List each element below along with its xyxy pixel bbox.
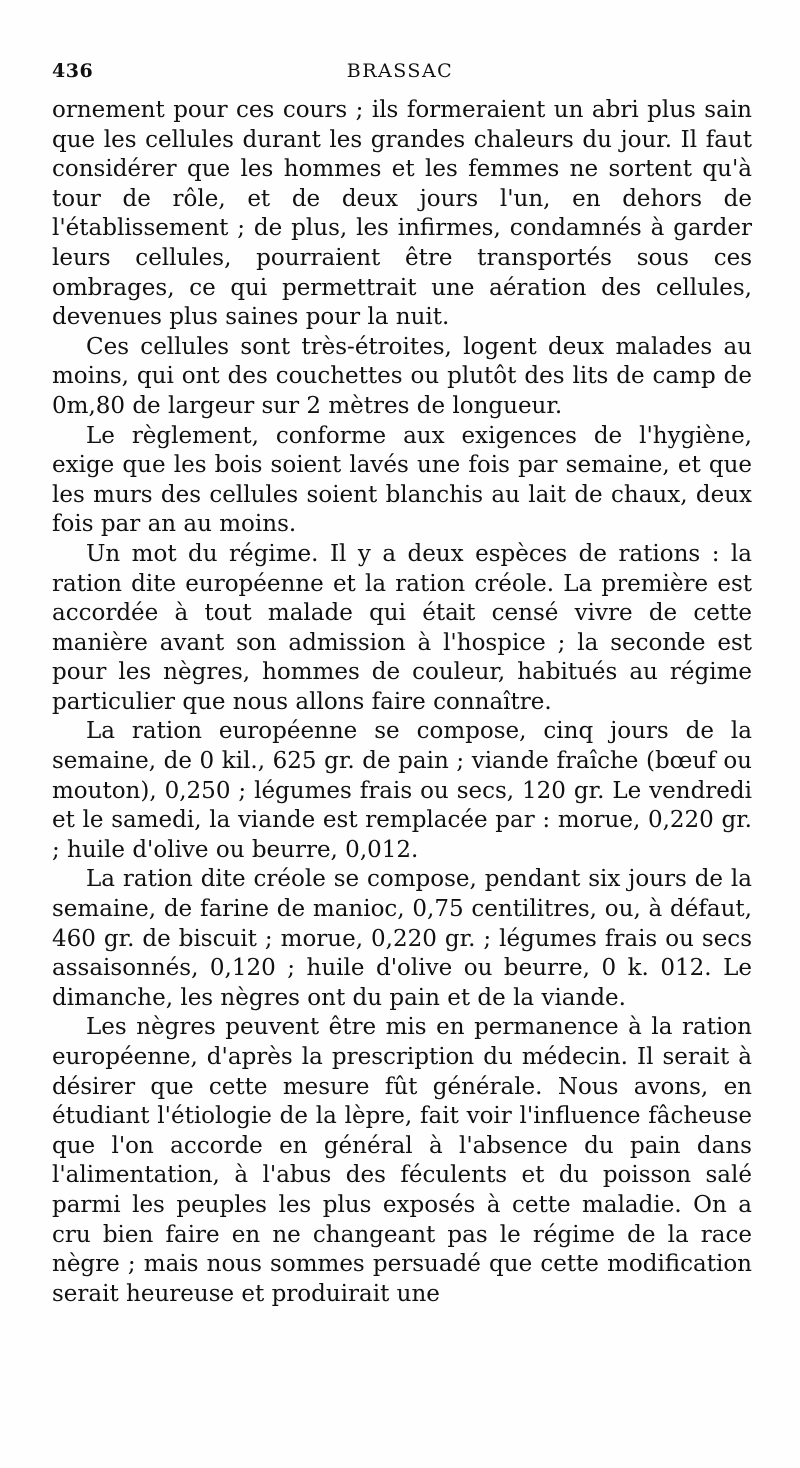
paragraph-conclusion: Les nègres peuvent être mis en permanence à la ration européenne, d'après la prescription du médecin. Il serait à désirer que cette mesure fût générale. Nous avons, en étudiant l'étiologie de la lèpre, fait voir l'influence fâcheuse que l'on accorde en général à l'absence du pain dans l'alimentation, à l'abus des féculents et du poisson salé parmi les peuples les plus exposés à cette maladie. On a cru bien faire en ne changeant pas le régime de la race nègre ; mais nous sommes persuadé que cette modification serait heureuse et produirait une	[52, 1014, 752, 1307]
running-title: BRASSAC	[346, 60, 454, 82]
paragraph-cells: Ces cellules sont très-étroites, logent deux malades au moins, qui ont des couchettes ou plutôt des lits de camp de 0m,80 de largeur sur 2 mètres de longueur.	[52, 333, 752, 419]
paragraph-creole-ration: La ration dite créole se compose, pendant six jours de la semaine, de farine de manioc, 0,75 centilitres, ou, à défaut, 460 gr. de biscuit ; morue, 0,220 gr. ; légumes frais ou secs assaisonnés, 0,120 ; huile d'olive ou beurre, 0 k. 012. Le dimanche, les nègres ont du pain et de la viande.	[52, 866, 752, 1011]
running-head	[52, 60, 748, 90]
body-text	[52, 96, 752, 1309]
paragraph-european-ration: La ration européenne se compose, cinq jours de la semaine, de 0 kil., 625 gr. de pain ; viande fraîche (bœuf ou mouton), 0,250 ; légumes frais ou secs, 120 gr. Le vendredi et le samedi, la viande est remplacée par : morue, 0,220 gr. ; huile d'olive ou beurre, 0,012.	[52, 718, 752, 863]
paragraph-diet: Un mot du régime. Il y a deux espèces de rations : la ration dite européenne et la ration créole. La première est accordée à tout malade qui était censé vivre de cette manière avant son admission à l'hospice ; la seconde est pour les nègres, hommes de couleur, habitués au régime particulier que nous allons faire connaître.	[52, 540, 752, 715]
paragraph-regulation: Le règlement, conforme aux exigences de l'hygiène, exige que les bois soient lavés une fois par semaine, et que les murs des cellules soient blanchis au lait de chaux, deux fois par an au moins.	[52, 422, 752, 538]
paragraph-continued: ornement pour ces cours ; ils formeraient un abri plus sain que les cellules durant les grandes chaleurs du jour. Il faut considérer que les hommes et les femmes ne sortent qu'à tour de rôle, et de deux jours l'un, en dehors de l'établissement ; de plus, les infirmes, condamnés à garder leurs cellules, pourraient être transportés sous ces ombrages, ce qui permettrait une aération des cellules, devenues plus saines pour la nuit.	[52, 97, 752, 331]
page-number: 436	[52, 60, 94, 82]
